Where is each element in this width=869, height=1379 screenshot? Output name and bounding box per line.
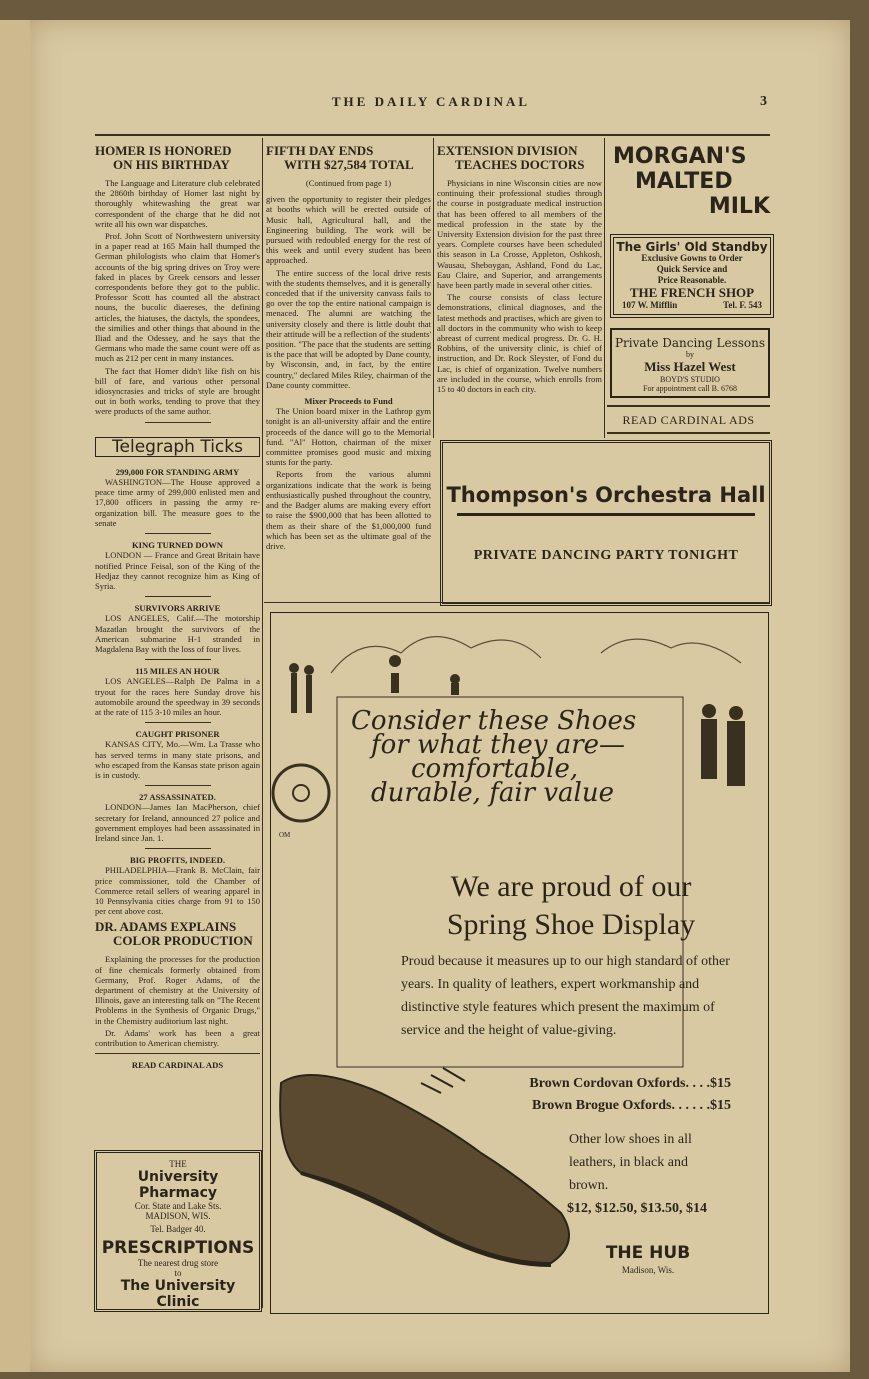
article-paragraph: The course consists of class lecture demonstrations, clinical diagnoses, and the latest methods and practises, which are given to all doctors in the community who wish to keep abreast of current medical progress. Dr. G. H. Robbins, of the university clinic, is chief of instruction, and Dr. Rock Sleyster, of Fond du Lac, is chief of organization. Twelve numbers are included in the course, which enrolls from 15 to 40 doctors in each city.: [437, 292, 602, 395]
continued-note: (Continued from page 1): [305, 178, 392, 188]
artist-mark: OM: [279, 831, 291, 839]
article-subhead: Mixer Proceeds to Fund: [304, 396, 393, 407]
ad-tagline: PRIVATE DANCING PARTY TONIGHT: [473, 548, 739, 563]
hub-headline: We are proud of our Spring Shoe Display: [446, 870, 696, 941]
hub-price-list: Brown Cordovan Oxfords. . . .$15 Brown Brogue Oxfords. . . . . .$15: [529, 1076, 731, 1113]
ad-title: Thompson's Orchestra Hall: [446, 483, 766, 507]
private-dancing-ad: Private Dancing Lessons by Miss Hazel West BOYD'S STUDIO For appointment call B. 6768: [610, 328, 770, 398]
ad-rule: [457, 513, 755, 516]
column-1: [95, 140, 260, 1145]
news-item: BIG PROFITS, INDEED. PHILADELPHIA—Frank B. McClain, fair price commissioner, told the Chamber of Commerce retail sellers of wearing apparel in 10 Pennsylvania cities charge from 91 to 150 per cent above cost.: [95, 855, 260, 917]
hub-other-shoes: Other low shoes in all leathers, in black and brown.: [569, 1132, 692, 1193]
news-item: CAUGHT PRISONER KANSAS CITY, Mo.—Wm. La Trasse who has served terms in many state prisons, and who escaped from the Kansas state prison again is in custody.: [95, 729, 260, 780]
column-rule: [433, 138, 434, 438]
article-paragraph: The Union board mixer in the Lathrop gym tonight is an all-university affair and the entire proceeds of the dance will go to the Memorial fund. "Al" Hotton, chairman of the mixer committee promises good music and mixing stunts for the party.: [266, 406, 431, 468]
article-headline: FIFTH DAY ENDS WITH $27,584 TOTAL: [266, 143, 414, 172]
article-headline: DR. ADAMS EXPLAINS COLOR PRODUCTION: [95, 919, 253, 949]
article-paragraph: The entire success of the local drive rests with the students themselves, and it is generally conceded that if the university canvass fails to go over the top the entire national campaign is menaced. The alumni are watching the university closely and there is little doubt that their attitude will be a reflection of the students' position. "The pace that the students are setting is the pace that will be adopted by Dane county, by Wisconsin, and, in fact, by the entire country," declared Miles Riley, chairman of the Dane county committee.: [266, 267, 431, 390]
article-paragraph: Reports from the various alumni organizations indicate that the work is being enthusiastically pushed throughout the country, and the Badger alums are making every effort to raise the $900,000 that has been allotted to them as their share of the $1,000,000 fund which has been set as the ultimate goal of the drive.: [266, 469, 431, 551]
french-shop-ad: The Girls' Old Standby Exclusive Gowns to Order Quick Service and Price Reasonable. THE FRENCH SHOP 107 W. Mifflin Tel. F. 543: [610, 234, 774, 318]
masthead-rule: [95, 134, 770, 136]
page-number: 3: [760, 94, 767, 109]
article-paragraph: Dr. Adams' work has been a great contribution to American chemistry.: [95, 1027, 260, 1049]
telegraph-ticks-heading: Telegraph Ticks: [95, 437, 260, 457]
hub-logo: THE HUB: [605, 1243, 691, 1263]
article-headline: EXTENSION DIVISION TEACHES DOCTORS: [437, 143, 585, 172]
article-paragraph: given the opportunity to register their pledges at booths which will be erected outside of Music hall, Agricultural hall, and the Engineering building. The work will be pursued with redoubled energy for the rest of this week and until every student has been approached.: [266, 194, 431, 266]
university-pharmacy-ad: THE University Pharmacy Cor. State and Lake Sts. MADISON, WIS. Tel. Badger 40. PRESCRIPTIONS The nearest drug store to The University Clinic: [94, 1150, 262, 1312]
news-item: 115 MILES AN HOUR LOS ANGELES—Ralph De Palma in a tryout for the races here Sunday drove his automobile around the speedway in 39 seconds at the rate of 115 3-10 miles an hour.: [95, 666, 260, 717]
morgans-malted-milk-ad: MORGAN'S MALTED MILK: [613, 144, 770, 219]
divider: [607, 405, 770, 407]
news-item: KING TURNED DOWN LONDON — France and Great Britain have notified Prince Feisal, son of the King of the Hedjaz they cannot recognize him as King of Syria.: [95, 540, 260, 591]
newspaper-title: THE DAILY CARDINAL: [331, 94, 531, 109]
article-paragraph: The Language and Literature club celebrated the 2860th birthday of Homer last night by thoroughly whitewashing the great war correspondent of the charge that he did not write all his own war dispatches.: [95, 178, 260, 229]
news-item: 299,000 FOR STANDING ARMY WASHINGTON—The House approved a peace time army of 299,000 enlisted men and 17,800 officers in passing the army re-organization bill. The measure goes to the senate: [95, 466, 260, 528]
column-rule: [604, 138, 605, 438]
article-paragraph: Explaining the processes for the production of fine chemicals formerly obtained from Germany, Prof. Roger Adams, of the department of chemistry at the University of Illinois, gave an interesting talk on "The Recent Problems in the Synthesis of Organic Drugs," in the Chemistry auditorium last night.: [95, 954, 260, 1026]
column-2: [266, 140, 431, 600]
thompsons-orchestra-hall-ad: [440, 440, 772, 606]
divider: [607, 432, 770, 434]
masthead: [95, 94, 767, 114]
hub-prices: $12, $12.50, $13.50, $14: [567, 1201, 707, 1216]
the-hub-shoe-ad: [270, 612, 769, 1314]
hub-body: Proud because it measures up to our high standard of other years. In quality of leathers, expert workmanship and distinctive style features which present the maximum of service and the height of value-giving.: [401, 954, 730, 1038]
news-item: 27 ASSASSINATED. LONDON—James Ian MacPherson, chief secretary for Ireland, announced 27 police and government employes had been assassinated in Ireland since Jan. 1.: [95, 792, 260, 843]
read-cardinal-ads: READ CARDINAL ADS: [131, 1060, 224, 1071]
read-cardinal-ads: READ CARDINAL ADS: [622, 413, 755, 427]
hub-city: Madison, Wis.: [621, 1265, 675, 1275]
column-rule: [262, 138, 263, 608]
column-rule: [262, 608, 263, 1308]
adjacent-page-edge: [0, 20, 32, 1372]
column-3: [437, 140, 602, 435]
article-paragraph: Prof. John Scott of Northwestern university in a paper read at 165 Main hall thumped the German philologists who claim that Homer's accounts of the big spring drives on Troy were faked in places by Greek censors and lesser correspondents before they got to the public. Professor Scott has counted all the abstract nouns, the bucolic diaereses, the defining articles, the hiatuses, the dactyls, the spondees, the similies and other things that abound in the Iliad and the Odessey, and he says that the Germans who made the same count were off as much as 212 per cent in many instances.: [95, 231, 260, 364]
script-headline: Consider these Shoes for what they are— comfortable, durable, fair value: [351, 706, 637, 808]
article-paragraph: The fact that Homer didn't like fish on his bill of fare, and various other personal idiosyncrasies and tricks of style are brought out in both works, tending to prove that they were products of the same author.: [95, 365, 260, 417]
article-headline: HOMER IS HONORED ON HIS BIRTHDAY: [95, 143, 232, 172]
news-item: SURVIVORS ARRIVE LOS ANGELES, Calif.—The motorship Mazatlan brought the survivors of the American submarine H-1 stranded in Magdalena Bay with the loss of four lives.: [95, 603, 260, 654]
article-paragraph: Physicians in nine Wisconsin cities are now continuing their professional studies through the course in postgraduate medical instruction that has been offered to all members of the medical profession in the state by the University Extension division for the past three years. Complete courses have been scheduled this season in La Crosse, Appleton, Oshkosh, Wausau, Sheboygan, Ashland, Fond du Lac, Eau Claire, and Superior, and arrangements have been partly made in several other cities.: [437, 178, 602, 291]
